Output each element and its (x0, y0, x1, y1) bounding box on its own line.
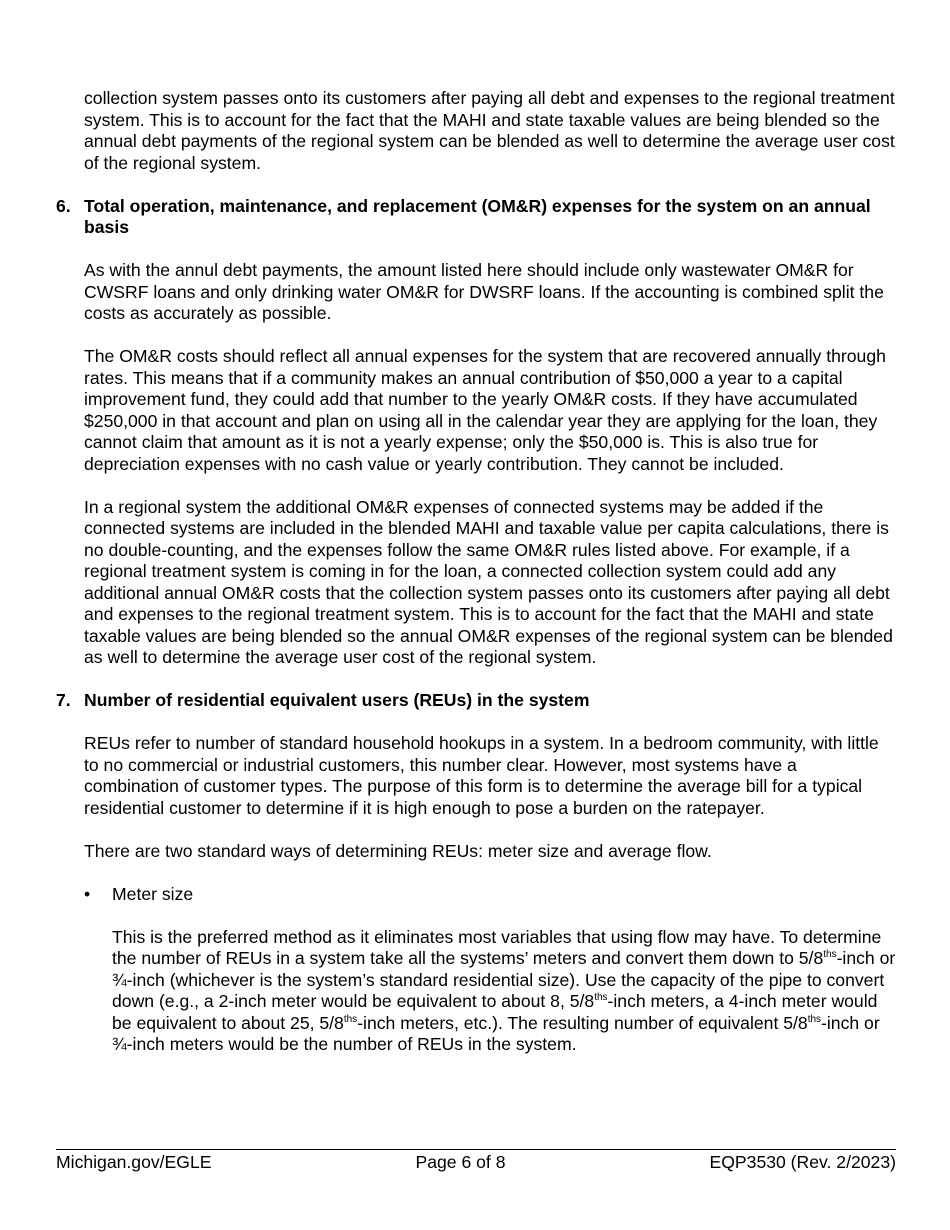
bullet-meter-size-label: Meter size (112, 883, 194, 904)
bullet-meter-size (84, 884, 896, 906)
page-footer (56, 1152, 896, 1174)
footer-website: Michigan.gov/EGLE (56, 1152, 212, 1172)
meter-size-paragraph: This is the preferred method as it eliminates most variables that using flow may have. To determine the number of REUs in a system take all the systems’ meters and convert them down to $5/8^{ths}$-inch or ¾-inch (whichever is the system’s standard residential size). Use the capacity of the pipe to convert down (e.g., a 2-inch meter would be equivalent to about 8, $5/8^{ths}$-inch meters, a 4-inch meter would be equivalent to about 25, $5/8^{ths}$-inch meters, etc.). The resulting number of equivalent $5/8^{ths}$-inch or ¾-inch meters would be the number of REUs in the system. (112, 926, 896, 1054)
footer-page-number: Page 6 of 8 (415, 1152, 506, 1172)
section-6-paragraph-1: As with the annul debt payments, the amount listed here should include only wastewater OM&R for CWSRF loans and only drinking water OM&R for DWSRF loans. If the accounting is combined split the costs as accurately as possible. (84, 260, 884, 323)
section-7-number: 7. (56, 690, 71, 710)
section-7-heading (56, 690, 896, 712)
section-7-paragraph-2: There are two standard ways of determining REUs: meter size and average flow. (84, 840, 712, 861)
footer-form-id: EQP3530 (Rev. 2/2023) (709, 1152, 896, 1172)
section-6-title: Total operation, maintenance, and replacement (OM&R) expenses for the system on an annual basis (84, 195, 871, 237)
section-6-paragraph-2: The OM&R costs should reflect all annual expenses for the system that are recovered annually through rates. This means that if a community makes an annual contribution of $50,000 a year to a capital improvement fund, they could add that number to the yearly OM&R costs. If they have accumulated $250,000 in that account and plan on using all in the calendar year they are applying for the loan, they cannot claim that amount as it is not a yearly expense; only the $50,000 is. This is also true for depreciation expenses with no cash value or yearly contribution. They cannot be included. (84, 346, 886, 474)
section-7-title: Number of residential equivalent users (REUs) in the system (84, 690, 590, 710)
section-6-number: 6. (56, 195, 71, 216)
section-6-heading (56, 196, 896, 239)
intro-paragraph: collection system passes onto its customers after paying all debt and expenses to the regional treatment system. This is to account for the fact that the MAHI and state taxable values are being blended so the annual debt payments of the regional system can be blended as well to determine the average user cost of the regional system. (84, 88, 895, 173)
section-6-paragraph-3: In a regional system the additional OM&R expenses of connected systems may be added if the connected systems are included in the blended MAHI and taxable value per capita calculations, there is no double-counting, and the expenses follow the same OM&R rules listed above. For example, if a regional treatment system is coming in for the loan, a connected collection system could add any additional annual OM&R costs that the collection system passes onto its customers after paying all debt and expenses to the regional treatment system. This is to account for the fact that the MAHI and state taxable values are being blended so the annual OM&R expenses of the regional system can be blended as well to determine the average user cost of the regional system. (84, 496, 893, 667)
document-body (56, 88, 896, 1056)
footer-divider (56, 1149, 896, 1150)
section-7-paragraph-1: REUs refer to number of standard household hookups in a system. In a bedroom community, with little to no commercial or industrial customers, this number clear. However, most systems have a combination of customer types. The purpose of this form is to determine the average bill for a typical residential customer to determine if it is high enough to pose a burden on the ratepayer. (84, 733, 879, 818)
bullet-dot-icon: • (84, 883, 91, 904)
